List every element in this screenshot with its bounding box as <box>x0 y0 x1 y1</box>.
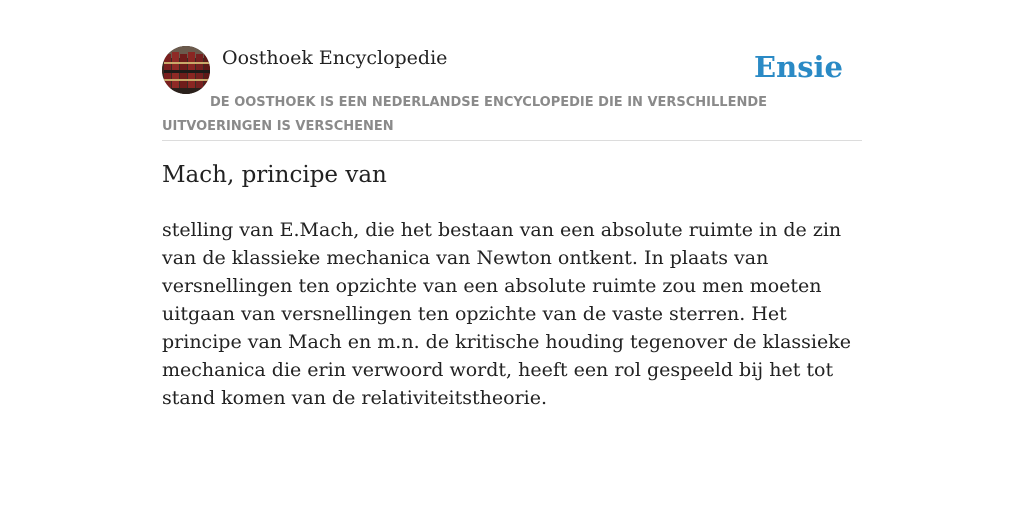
article-body: stelling van E.Mach, die het bestaan van een absolute ruimte in de zin van de klassieke mechanica van Newton ontkent. In plaats van versnellingen ten opzichte van een absolute ruimte zou men moeten uitgaan van versnellingen ten opzichte van de vaste sterren. Het principe van Mach en m.n. de kritische houding tegenover de klassieke mechanica die erin verwoord wordt, heeft een rol gespeeld bij het tot stand komen van de relativiteitstheorie. <box>162 219 851 409</box>
site-name[interactable]: Oosthoek Encyclopedie <box>222 47 448 69</box>
encyclopedia-books-icon[interactable] <box>162 46 210 94</box>
article-title: Mach, principe van <box>162 162 387 188</box>
site-tagline: DE OOSTHOEK IS EEN NEDERLANDSE ENCYCLOPEDIE DIE IN VERSCHILLENDE UITVOERINGEN IS VERSCHENEN <box>162 95 768 134</box>
site-header <box>162 46 862 141</box>
brand-logo[interactable]: Ensie <box>754 50 843 84</box>
